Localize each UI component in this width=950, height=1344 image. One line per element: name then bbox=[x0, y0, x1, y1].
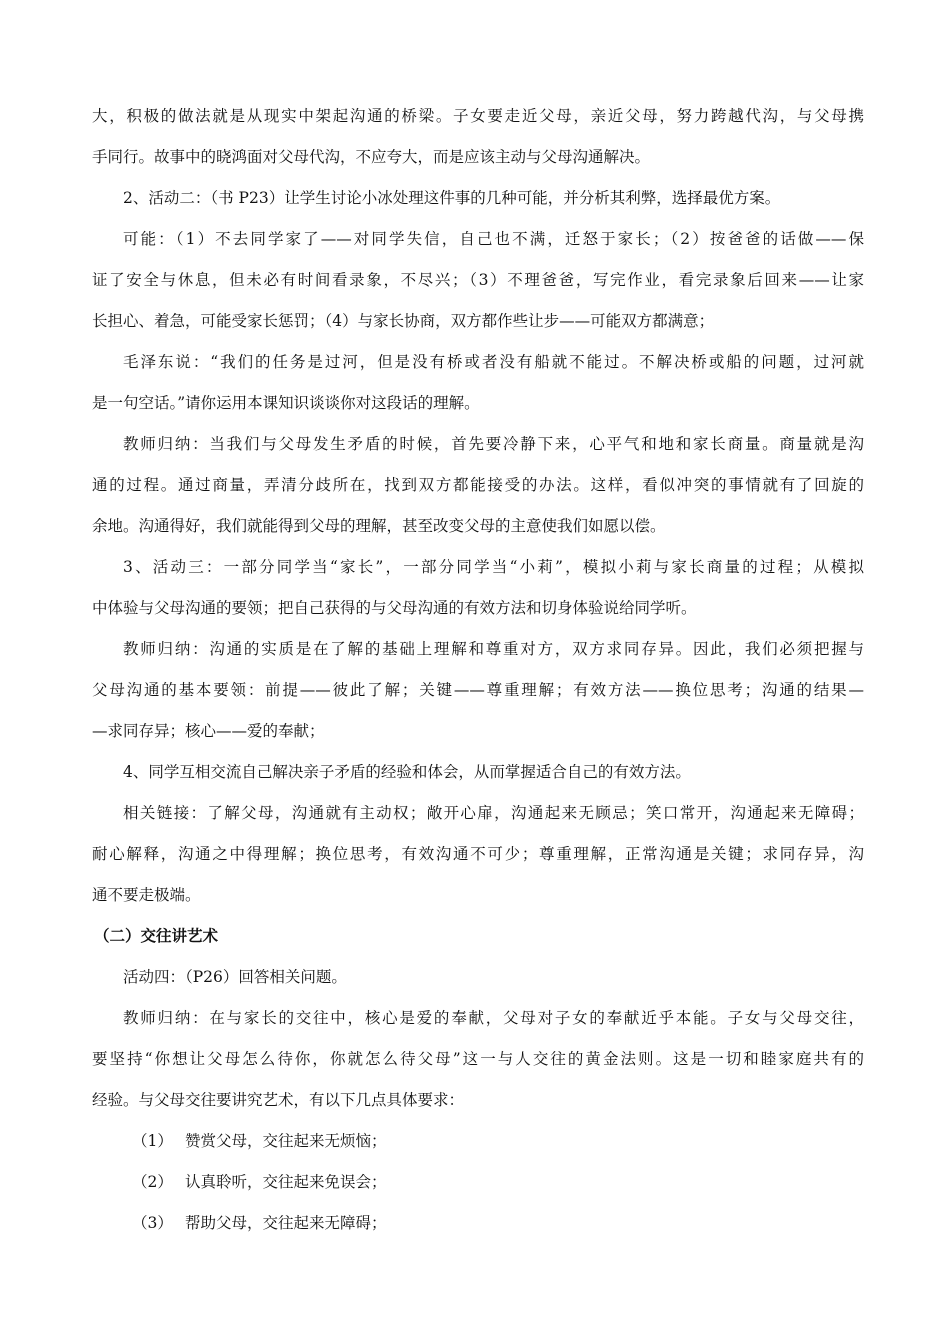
text-line: 3、活动三：一部分同学当“家长”，一部分同学当“小莉”，模拟小莉与家长商量的过程；从模拟 bbox=[123, 558, 864, 576]
text-line: 长担心、着急，可能受家长惩罚；（4）与家长协商，双方都作些让步——可能双方都满意； bbox=[92, 312, 715, 330]
text-line: 要坚持“你想让父母怎么待你，你就怎么待父母”这一与人交往的黄金法则。这是一切和睦家庭共有的 bbox=[92, 1050, 864, 1068]
text-line: 耐心解释，沟通之中得理解；换位思考，有效沟通不可少；尊重理解，正常沟通是关键；求同存异，沟 bbox=[92, 845, 864, 863]
list-item-text: 帮助父母，交往起来无障碍； bbox=[185, 1214, 387, 1232]
text-line: 经验。与父母交往要讲究艺术，有以下几点具体要求： bbox=[92, 1091, 465, 1109]
list-item-number: （3） bbox=[132, 1214, 173, 1232]
text-line: 教师归纳：当我们与父母发生矛盾的时候，首先要冷静下来，心平气和地和家长商量。商量就是沟 bbox=[123, 435, 864, 453]
paragraph bbox=[92, 424, 864, 547]
text-line: 相关链接：了解父母，沟通就有主动权；敞开心扉，沟通起来无顾忌；笑口常开，沟通起来无障碍； bbox=[123, 804, 864, 822]
text-line: 教师归纳：沟通的实质是在了解的基础上理解和尊重对方，双方求同存异。因此，我们必须把握与 bbox=[123, 640, 864, 658]
text-line: 手同行。故事中的晓鸿面对父母代沟，不应夸大，而是应该主动与父母沟通解决。 bbox=[92, 148, 651, 166]
list-item-number: （1） bbox=[132, 1132, 173, 1150]
list-item-text: 赞赏父母，交往起来无烦恼； bbox=[185, 1132, 387, 1150]
document-page bbox=[92, 96, 864, 1244]
list-item bbox=[92, 1203, 864, 1244]
paragraph bbox=[92, 752, 864, 793]
list-item-number: （2） bbox=[132, 1173, 173, 1191]
text-line: 教师归纳：在与家长的交往中，核心是爱的奉献，父母对子女的奉献近乎本能。子女与父母交往， bbox=[123, 1009, 864, 1027]
text-line: 可能：（1）不去同学家了——对同学失信，自己也不满，迁怒于家长；（2）按爸爸的话做——保 bbox=[123, 230, 864, 248]
paragraph bbox=[92, 547, 864, 629]
text-line: 4、同学互相交流自己解决亲子矛盾的经验和体会，从而掌握适合自己的有效方法。 bbox=[123, 763, 691, 781]
list-item bbox=[92, 1162, 864, 1203]
text-line: 余地。沟通得好，我们就能得到父母的理解，甚至改变父母的主意使我们如愿以偿。 bbox=[92, 517, 666, 535]
paragraph bbox=[92, 998, 864, 1121]
text-line: 中体验与父母沟通的要领；把自己获得的与父母沟通的有效方法和切身体验说给同学听。 bbox=[92, 599, 697, 617]
section-heading: （二）交往讲艺术 bbox=[94, 927, 219, 945]
paragraph bbox=[92, 342, 864, 424]
text-line: 通的过程。通过商量，弄清分歧所在，找到双方都能接受的办法。这样，看似冲突的事情就有了回旋的 bbox=[92, 476, 864, 494]
text-line: 父母沟通的基本要领：前提——彼此了解；关键——尊重理解；有效方法——换位思考；沟通的结果— bbox=[92, 681, 864, 699]
activity-four: 活动四：（P26）回答相关问题。 bbox=[123, 968, 347, 986]
requirements-list bbox=[92, 1121, 864, 1244]
paragraph bbox=[92, 96, 864, 178]
list-item-text: 认真聆听，交往起来免误会； bbox=[185, 1173, 387, 1191]
list-item bbox=[92, 1121, 864, 1162]
text-line: —求同存异；核心——爱的奉献； bbox=[92, 722, 325, 740]
paragraph bbox=[92, 793, 864, 916]
text-line: 2、活动二：（书 P23）让学生讨论小冰处理这件事的几种可能，并分析其利弊，选择最优方案。 bbox=[123, 189, 781, 207]
text-line: 证了安全与休息，但未必有时间看录象，不尽兴；（3）不理爸爸，写完作业，看完录象后回来——让家 bbox=[92, 271, 864, 289]
text-line: 通不要走极端。 bbox=[92, 886, 201, 904]
text-line: 毛泽东说：“我们的任务是过河，但是没有桥或者没有船就不能过。不解决桥或船的问题，过河就 bbox=[123, 353, 864, 371]
text-line: 大，积极的做法就是从现实中架起沟通的桥梁。子女要走近父母，亲近父母，努力跨越代沟，与父母携 bbox=[92, 107, 864, 125]
paragraph bbox=[92, 629, 864, 752]
paragraph bbox=[92, 219, 864, 342]
paragraph bbox=[92, 178, 864, 219]
text-line: 是一句空话。”请你运用本课知识谈谈你对这段话的理解。 bbox=[92, 394, 480, 412]
